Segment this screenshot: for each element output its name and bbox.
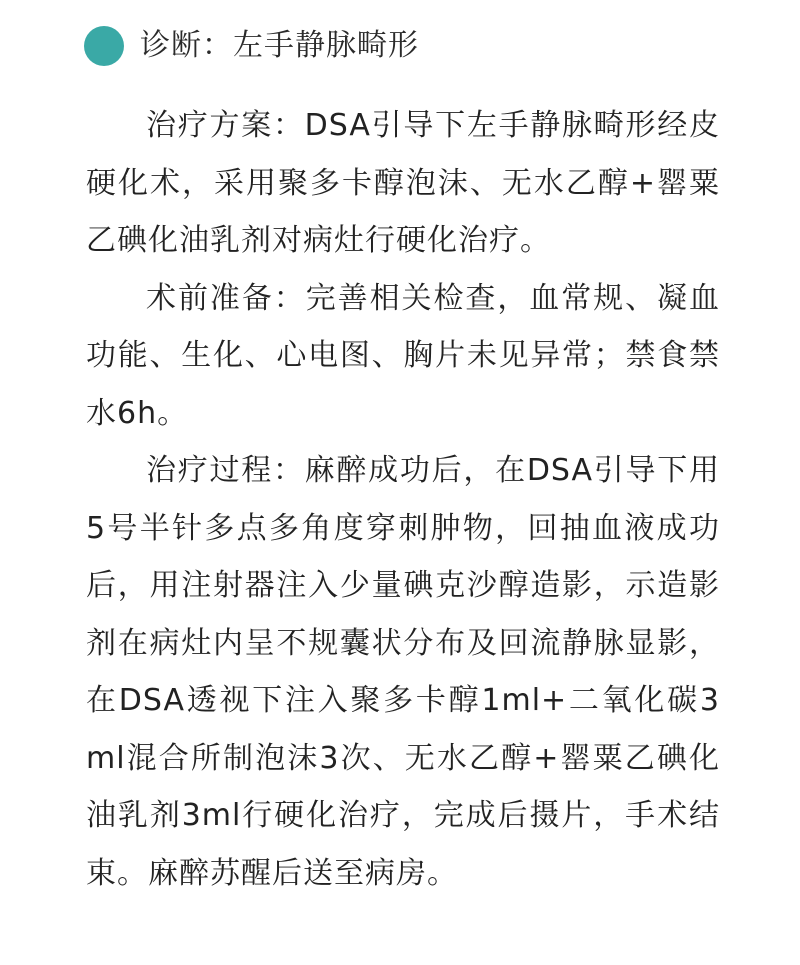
diagnosis-title: 诊断：左手静脉畸形 [140,28,419,63]
paragraph-treatment-plan: 治疗方案：DSA引导下左手静脉畸形经皮硬化术，采用聚多卡醇泡沫、无水乙醇+罂粟乙碘化油乳剂对病灶行硬化治疗。 [86,108,720,258]
article-body [86,97,720,902]
paragraph-treatment-process: 治疗过程：麻醉成功后，在DSA引导下用5号半针多点多角度穿刺肿物，回抽血液成功后，用注射器注入少量碘克沙醇造影，示造影剂在病灶内呈不规囊状分布及回流静脉显影，在DSA透视下注入聚多卡醇1ml+二氧化碳3ml混合所制泡沫3次、无水乙醇+罂粟乙碘化油乳剂3ml行硬化治疗，完成后摄片，手术结束。麻醉苏醒后送至病房。 [86,453,720,891]
paragraph-preop-preparation: 术前准备：完善相关检查，血常规、凝血功能、生化、心电图、胸片未见异常；禁食禁水6h。 [86,280,720,431]
bullet-dot-icon [84,26,124,66]
section-header [84,18,419,74]
